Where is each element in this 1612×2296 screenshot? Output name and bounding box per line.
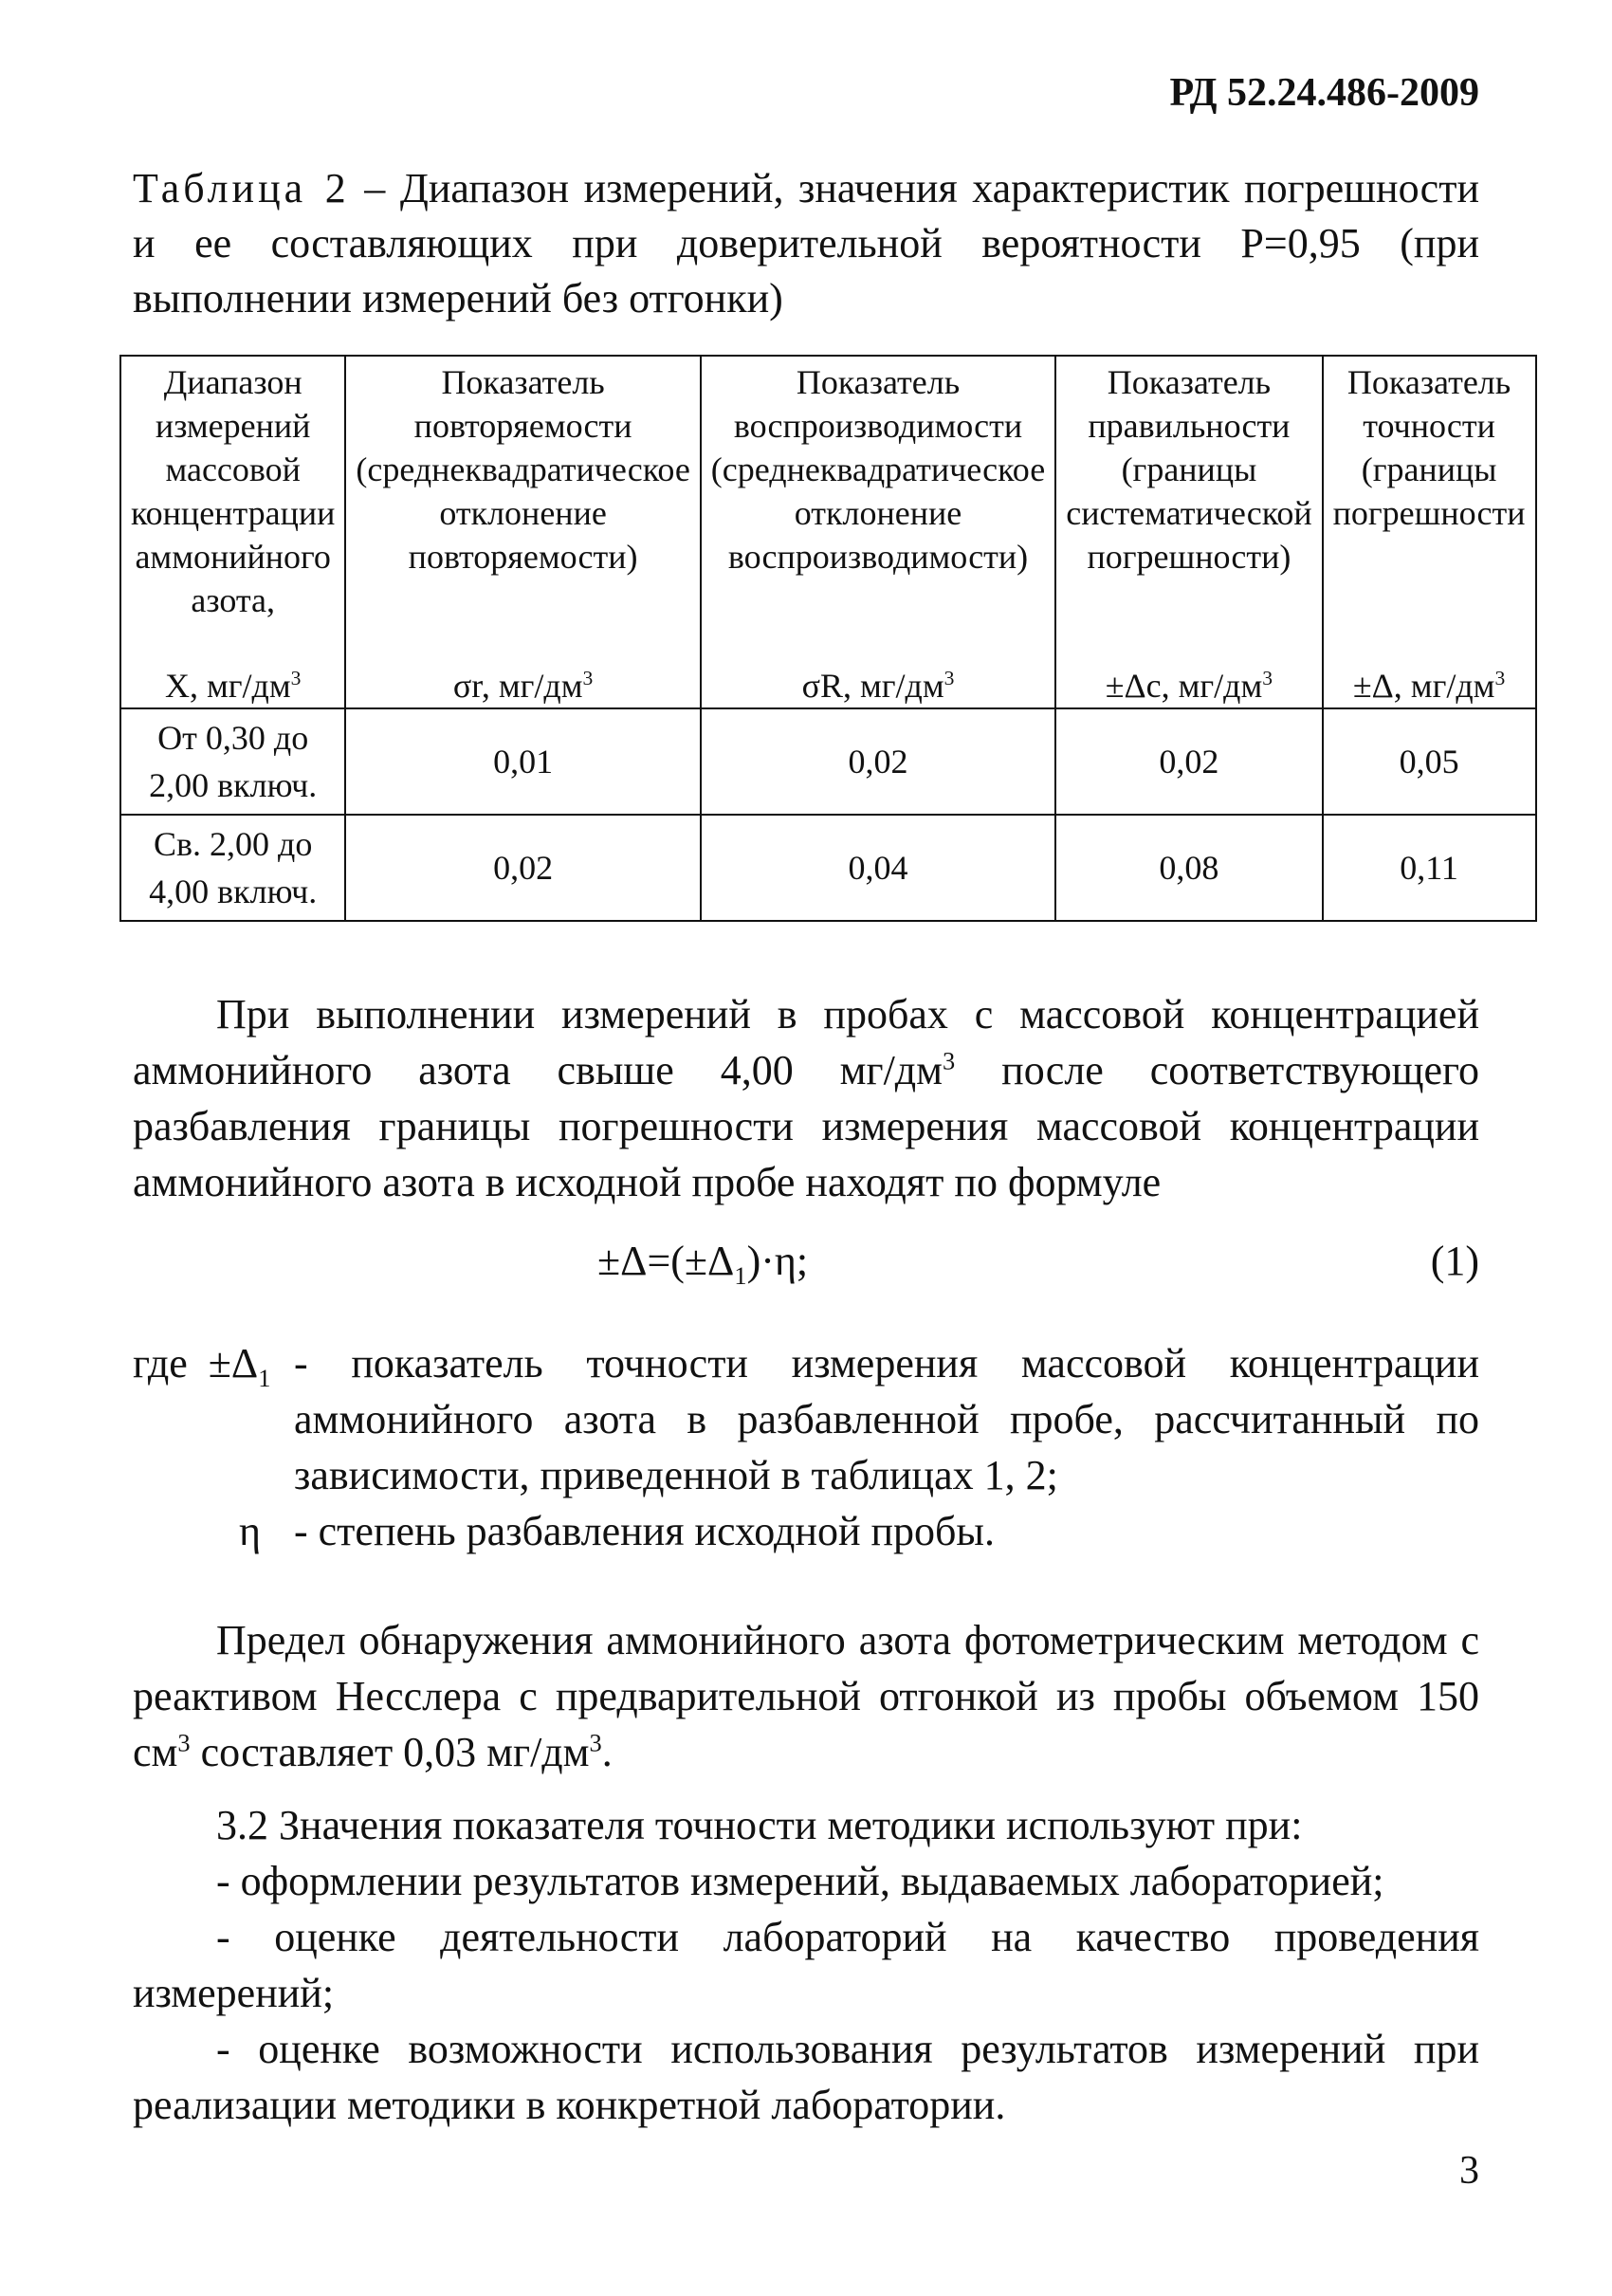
header-trueness — [1055, 356, 1322, 708]
formula-subscript: 1 — [734, 1260, 747, 1290]
header-text: Показатель повторяемости (среднеквадратическое отклонение повторяемости) — [356, 363, 690, 576]
paragraph-text: . — [601, 1729, 613, 1775]
range-line: 2,00 включ. — [149, 766, 318, 804]
unit-exponent: 3 — [582, 667, 594, 689]
cell-repeatability: 0,02 — [345, 815, 700, 921]
unit-exponent: 3 — [1494, 667, 1506, 689]
cell-range — [120, 708, 345, 815]
error-characteristics-table — [119, 355, 1537, 922]
paragraph-text: При выполнении измерений в пробах с массовой концентрацией аммонийного азота свыше 4,00 мг/дм — [133, 991, 1479, 1093]
formula-part: )·η; — [746, 1238, 809, 1284]
header-text: Диапазон измерений массовой концентрации аммонийного азота, — [131, 363, 336, 619]
table-header-row — [120, 356, 1536, 708]
unit-exponent: 3 — [1262, 667, 1273, 689]
unit-text: σr, мг/дм — [452, 667, 583, 705]
formula-part: ±Δ=(±Δ — [597, 1238, 735, 1284]
header-unit — [1333, 664, 1526, 707]
cell-reproducibility: 0,04 — [701, 815, 1055, 921]
cell-trueness: 0,08 — [1055, 815, 1322, 921]
header-unit — [1066, 664, 1311, 707]
unit-exponent: 3 — [589, 1728, 602, 1757]
list-item: - оценке деятельности лабораторий на качество проведения измерений; — [133, 1914, 1479, 2016]
header-text: Показатель правильности (границы систематической погрешности) — [1066, 363, 1312, 576]
legend-term: η — [239, 1508, 262, 1554]
legend-line — [133, 1503, 1479, 1559]
paragraph-text: Предел обнаружения аммонийного азота фотометрическим методом с реактивом Несслера с предварительной отгонкой из пробы объемом 150 см — [133, 1617, 1479, 1775]
unit-exponent: 3 — [177, 1728, 191, 1757]
unit-text: ±Δc, мг/дм — [1105, 667, 1263, 705]
unit-exponent: 3 — [290, 667, 302, 689]
unit-text: ±Δ, мг/дм — [1352, 667, 1495, 705]
table-caption-text: – Диапазон измерений, значения характеристик погрешности и ее составляющих при доверительной вероятности Р=0,95 (при выполнении измерений без отгонки) — [133, 165, 1479, 321]
term-symbol: ±Δ — [208, 1340, 259, 1387]
cell-reproducibility: 0,02 — [701, 708, 1055, 815]
header-unit — [356, 664, 689, 707]
range-line: 4,00 включ. — [149, 872, 318, 910]
paragraph-dilution — [133, 986, 1479, 1210]
section-3-2 — [133, 1797, 1479, 2133]
cell-range — [120, 815, 345, 921]
formula-number: (1) — [1430, 1238, 1479, 1284]
table-row — [120, 815, 1536, 921]
legend-description: - показатель точности измерения массовой концентрации аммонийного азота в разбавленной пробе, рассчитанный по зависимости, приведенной в таблицах 1, 2; — [294, 1340, 1479, 1498]
header-unit — [131, 664, 335, 707]
unit-text: σR, мг/дм — [801, 667, 944, 705]
table-caption — [133, 161, 1479, 326]
legend-word: где — [133, 1340, 188, 1387]
unit-text: X, мг/дм — [164, 667, 291, 705]
range-line: От 0,30 до — [157, 719, 309, 757]
header-repeatability — [345, 356, 700, 708]
legend-line — [133, 1335, 1479, 1503]
header-accuracy — [1323, 356, 1536, 708]
document-code: РД 52.24.486-2009 — [1169, 71, 1479, 115]
section-lead: 3.2 Значения показателя точности методики используют при: — [216, 1802, 1303, 1848]
table-row — [120, 708, 1536, 815]
formula-row — [133, 1233, 1479, 1290]
formula — [597, 1233, 808, 1290]
paragraph-text: после соответствующего разбавления границы погрешности измерения массовой концентрации аммонийного азота в исходной пробе находят по формуле — [133, 1047, 1479, 1205]
unit-exponent: 3 — [943, 1046, 956, 1075]
list-item: - оценке возможности использования результатов измерений при реализации методики в конкретной лаборатории. — [133, 2026, 1479, 2128]
list-item: - оформлении результатов измерений, выдаваемых лабораторией; — [216, 1858, 1384, 1904]
header-range — [120, 356, 345, 708]
paragraph-detection-limit — [133, 1612, 1479, 1780]
cell-accuracy: 0,11 — [1323, 815, 1536, 921]
term-subscript: 1 — [258, 1363, 271, 1392]
cell-accuracy: 0,05 — [1323, 708, 1536, 815]
page-number: 3 — [1459, 2149, 1479, 2193]
header-text: Показатель воспроизводимости (среднеквадратическое отклонение воспроизводимости) — [710, 363, 1046, 576]
legend-description: - степень разбавления исходной пробы. — [294, 1508, 995, 1554]
cell-trueness: 0,02 — [1055, 708, 1322, 815]
paragraph-text: составляет 0,03 мг/дм — [190, 1729, 590, 1775]
unit-exponent: 3 — [943, 667, 955, 689]
header-text: Показатель точности (границы погрешности — [1332, 363, 1526, 532]
cell-repeatability: 0,01 — [345, 708, 700, 815]
header-reproducibility — [701, 356, 1055, 708]
header-unit — [711, 664, 1045, 707]
range-line: Св. 2,00 до — [154, 825, 313, 863]
legend-term — [133, 1335, 270, 1391]
formula-legend — [133, 1335, 1479, 1559]
table-caption-label: Таблица 2 — [133, 165, 350, 211]
